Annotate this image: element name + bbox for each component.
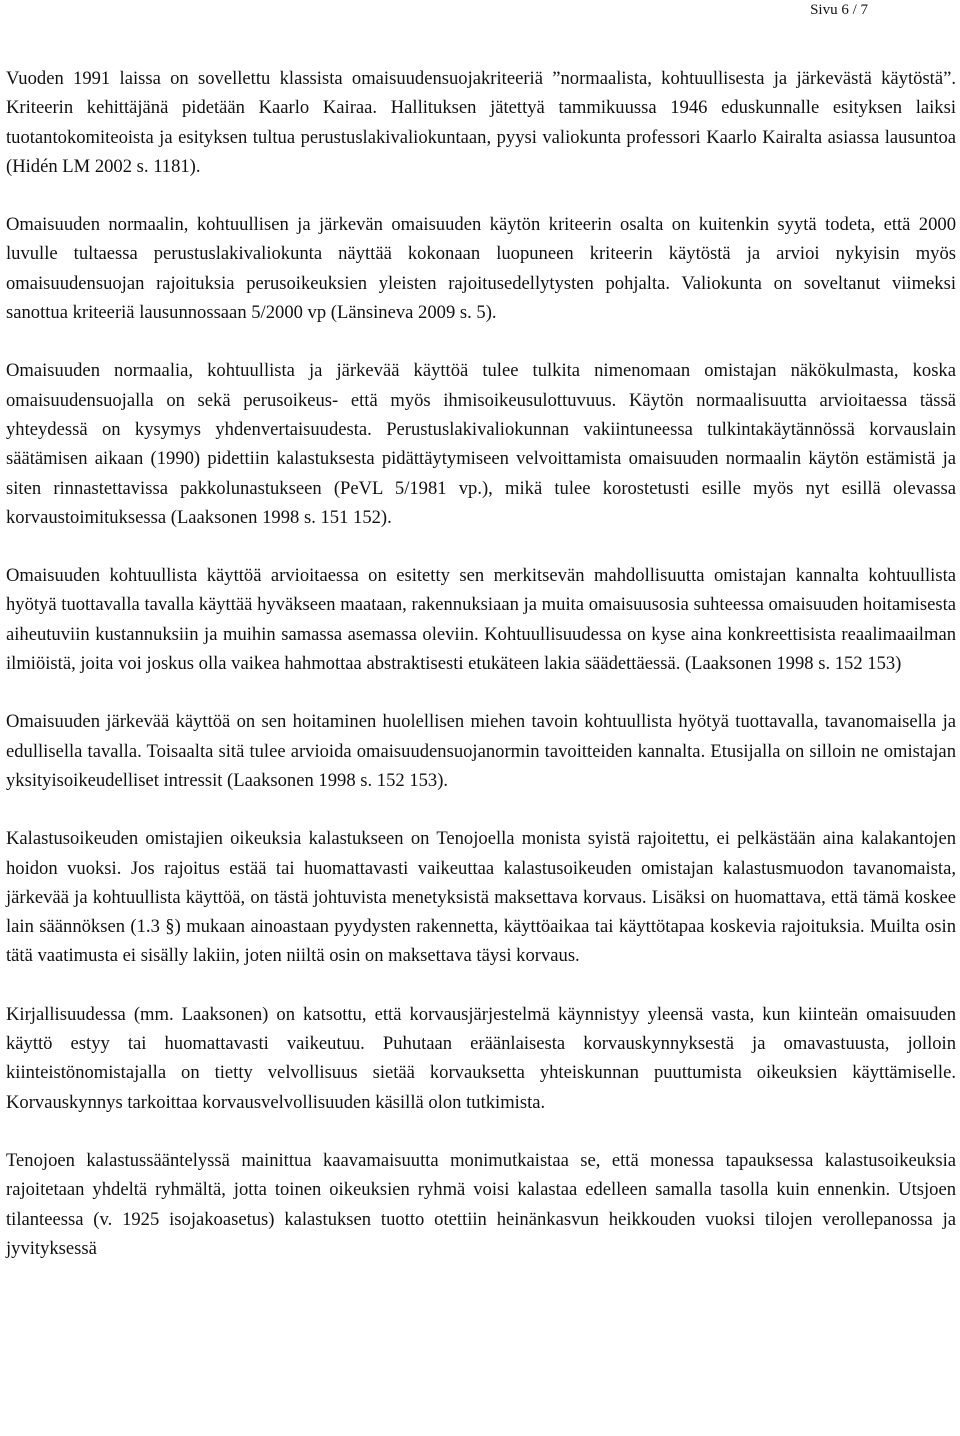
paragraph-3: Omaisuuden normaalia, kohtuullista ja järkevää käyttöä tulee tulkita nimenomaan omistajan näkökulmasta, koska omaisuudensuojalla on sekä perusoikeus- että myös ihmisoikeusulottuvuus. Käytön normaalisuutta arvioitaessa tässä yhteydessä on kysymys yhdenvertaisuudesta. Perustuslakivaliokunnan vakiintuneessa tulkintakäytännössä korvauslain säätämisen aikaan (1990) pidettiin kalastuksesta pidättäytymiseen velvoittamista omaisuuden normaalin käytön estämistä ja siten rinnastettavissa pakkolunastukseen (PeVL 5/1981 vp.), mikä tulee korostetusti esille myös nyt esillä olevassa korvaustoimituksessa (Laaksonen 1998 s. 151 152). <box>6 360 956 528</box>
paragraph-5: Omaisuuden järkevää käyttöä on sen hoitaminen huolellisen miehen tavoin kohtuullista hyötyä tuottavalla, tavanomaisella ja edullisella tavalla. Toisaalta sitä tulee arvioida omaisuudensuojanormin tavoitteiden kannalta. Etusijalla on silloin ne omistajan yksityisoikeudelliset intressit (Laaksonen 1998 s. 152 153). <box>6 711 956 791</box>
page-number: Sivu 6 / 7 <box>810 2 868 18</box>
paragraph-8: Tenojoen kalastussääntelyssä mainittua kaavamaisuutta monimutkaistaa se, että monessa tapauksessa kalastusoikeuksia rajoitetaan yhdeltä ryhmältä, jotta toinen oikeuksien ryhmä voisi kalastaa edelleen samalla tasolla kuin ennenkin. Utsjoen tilanteessa (v. 1925 isojakoasetus) kalastuksen tuotto otettiin heinänkasvun heikkouden vuoksi tilojen verollepanossa ja jyvityksessä <box>6 1149 956 1259</box>
paragraph-2: Omaisuuden normaalin, kohtuullisen ja järkevän omaisuuden käytön kriteerin osalta on kuitenkin syytä todeta, että 2000 luvulle tultaessa perustuslakivaliokunta näyttää kokonaan luopuneen kriteerin käytöstä ja arvioi nykyisin myös omaisuudensuojan rajoituksia perusoikeuksien yleisten rajoitusedellytysten pohjalta. Valiokunta on soveltanut viimeksi sanottua kriteeriä lausunnossaan 5/2000 vp (Länsineva 2009 s. 5). <box>6 214 956 324</box>
paragraph-6: Kalastusoikeuden omistajien oikeuksia kalastukseen on Tenojoella monista syistä rajoitettu, ei pelkästään aina kalakantojen hoidon vuoksi. Jos rajoitus estää tai huomattavasti vaikeuttaa kalastusoikeuden omistajan kalastusmuodon tavanomaista, järkevää ja kohtuullista käyttöä, on tästä johtuvista menetyksistä maksettava korvaus. Lisäksi on huomattava, että tämä koskee lain säännöksen (1.3 §) mukaan ainoastaan pyydysten rakennetta, käyttöaikaa tai käyttötapaa koskevia rajoituksia. Muilta osin tätä vaatimusta ei sisälly lakiin, joten niiltä osin on maksettava täysi korvaus. <box>6 828 956 967</box>
document-body <box>6 64 956 1263</box>
paragraph-4: Omaisuuden kohtuullista käyttöä arvioitaessa on esitetty sen merkitsevän mahdollisuutta omistajan kannalta kohtuullista hyötyä tuottavalla tavalla käyttää hyväkseen maataan, rakennuksiaan ja muita omaisuusosia suhteessa omaisuuden hoitamisesta aiheutuviin kustannuksiin ja muihin samassa asemassa oleviin. Kohtuullisuudessa on kyse aina konkreettisista reaalimaailman ilmiöistä, joita voi joskus olla vaikea hahmottaa abstraktisesti etukäteen lakia säädettäessä. (Laaksonen 1998 s. 152 153) <box>6 565 956 675</box>
paragraph-7: Kirjallisuudessa (mm. Laaksonen) on katsottu, että korvausjärjestelmä käynnistyy yleensä vasta, kun kiinteän omaisuuden käyttö estyy tai huomattavasti vaikeutuu. Puhutaan eräänlaisesta korvauskynnyksestä ja omavastuusta, jolloin kiinteistönomistajalla on tietty velvollisuus sietää korvauksetta yhteiskunnan puuttumista oikeuksien käyttämiselle. Korvauskynnys tarkoittaa korvausvelvollisuuden käsillä olon tutkimista. <box>6 1003 956 1113</box>
paragraph-1: Vuoden 1991 laissa on sovellettu klassista omaisuudensuojakriteeriä ”normaalista, kohtuullisesta ja järkevästä käytöstä”. Kriteerin kehittäjänä pidetään Kaarlo Kairaa. Hallituksen jätettyä tammikuussa 1946 eduskunnalle esityksen laiksi tuotantokomiteoista ja esityksen tultua perustuslakivaliokuntaan, pyysi valiokunta professori Kaarlo Kairalta asiassa lausuntoa (Hidén LM 2002 s. 1181). <box>6 68 956 177</box>
